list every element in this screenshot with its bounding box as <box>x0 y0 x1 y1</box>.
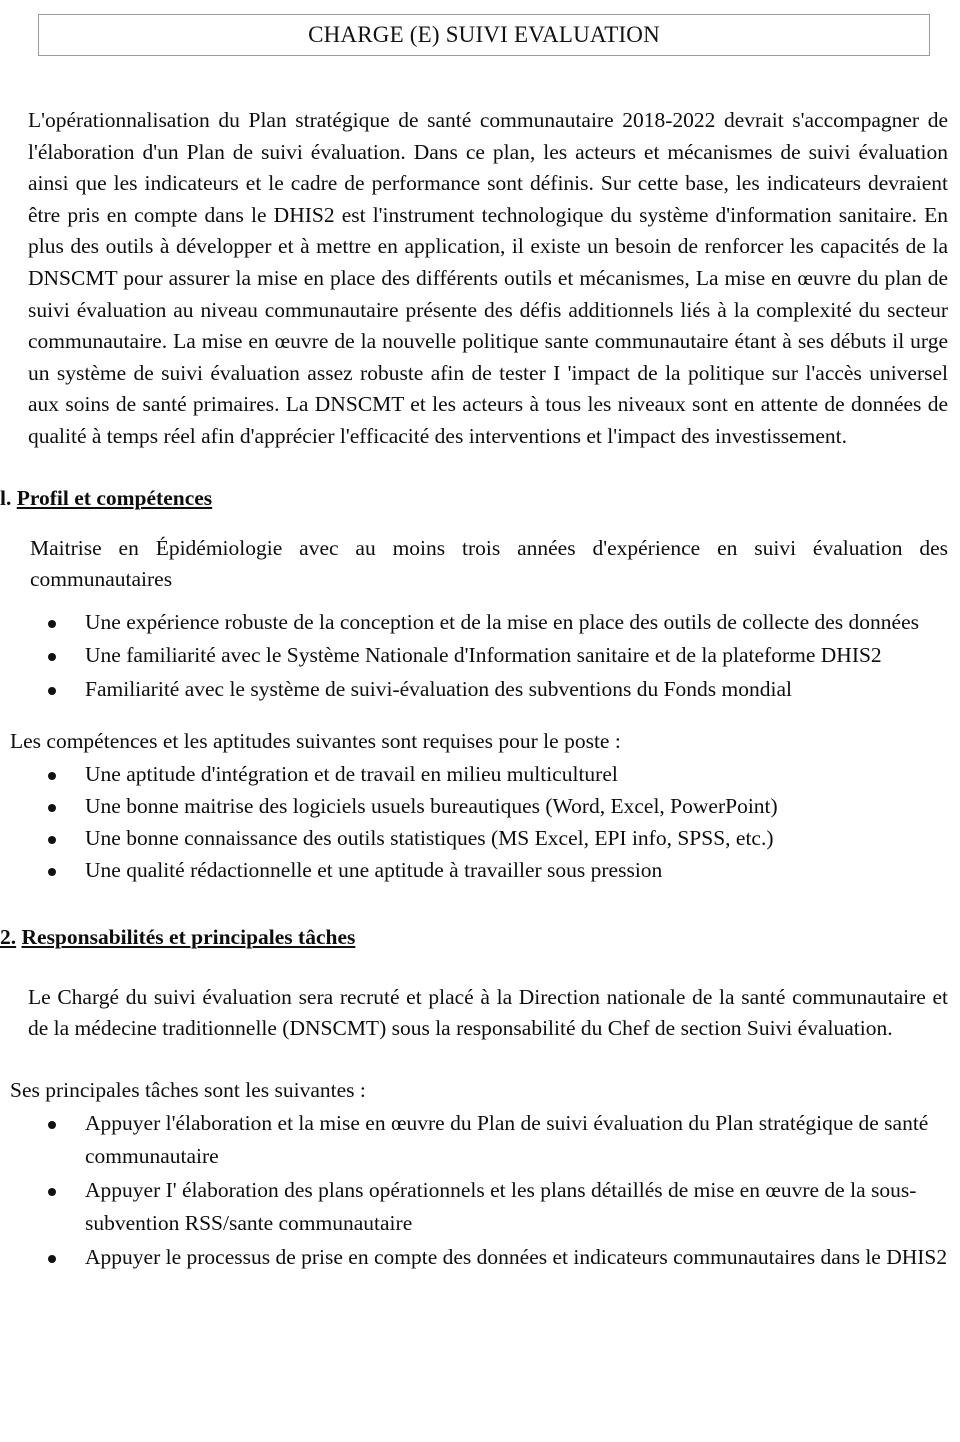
intro-paragraph: L'opérationnalisation du Plan stratégique de santé communautaire 2018-2022 devrait s'accompagner de l'élaboration d'un Plan de suivi évaluation. Dans ce plan, les acteurs et mécanismes de suivi évaluation ainsi que les indicateurs et le cadre de performance sont définis. Sur cette base, les indicateurs devraient être pris en compte dans le DHIS2 est l'instrument technologique du système d'information sanitaire. En plus des outils à développer et à mettre en application, il existe un besoin de renforcer les capacités de la DNSCMT pour assurer la mise en place des différents outils et mécanismes, La mise en œuvre du plan de suivi évaluation au niveau communautaire présente des défis additionnels liés à la complexité du secteur communautaire. La mise en œuvre de la nouvelle politique sante communautaire étant à ses débuts il urge un système de suivi évaluation assez robuste afin de tester I 'impact de la politique sur l'accès universel aux soins de santé primaires. La DNSCMT et les acteurs à tous les niveaux sont en attente de données de qualité à temps réel afin d'apprécier l'efficacité des interventions et l'impact des investissement. <box>28 108 948 448</box>
list-item: Une familiarité avec le Système Nationale d'Information sanitaire et de la plateforme DHIS2 <box>0 639 960 673</box>
responsabilites-paragraph: Le Chargé du suivi évaluation sera recruté et placé à la Direction nationale de la santé communautaire et de la médecine traditionnelle (DNSCMT) sous la responsabilité du Chef de section Suivi évaluation. <box>28 984 948 1041</box>
list-item: Une aptitude d'intégration et de travail en milieu multiculturel <box>0 758 960 790</box>
document-header-box <box>38 14 930 56</box>
profil-lead-text: Maitrise en Épidémiologie avec au moins trois années d'expérience en suivi évaluation des communautaires <box>30 535 948 592</box>
section-2-title: Responsabilités et principales tâches <box>21 924 356 949</box>
list-item: Une bonne maitrise des logiciels usuels bureautiques (Word, Excel, PowerPoint) <box>0 790 960 822</box>
profil-bullet-list <box>0 606 960 707</box>
list-item: Appuyer I' élaboration des plans opérationnels et les plans détaillés de mise en œuvre de la sous-subvention RSS/sante communautaire <box>0 1174 960 1241</box>
competences-bullet-list <box>0 758 960 886</box>
section-1-number: l. <box>0 485 12 510</box>
section-1-title: Profil et compétences <box>16 485 213 510</box>
list-item: Appuyer le processus de prise en compte des données et indicateurs communautaires dans le DHIS2 <box>0 1241 960 1275</box>
list-item: Une qualité rédactionnelle et une aptitude à travailler sous pression <box>0 854 960 886</box>
tasks-lead-text: Ses principales tâches sont les suivantes : <box>10 1078 366 1102</box>
page-title: CHARGE (E) SUIVI EVALUATION <box>308 22 660 47</box>
section-2-number: 2. <box>0 924 17 949</box>
list-item: Une expérience robuste de la conception et de la mise en place des outils de collecte des données <box>0 606 960 640</box>
section-heading-2 <box>0 922 960 952</box>
list-item: Appuyer l'élaboration et la mise en œuvre du Plan de suivi évaluation du Plan stratégique de santé communautaire <box>0 1107 960 1174</box>
list-item: Familiarité avec le système de suivi-évaluation des subventions du Fonds mondial <box>0 673 960 707</box>
tasks-bullet-list <box>0 1107 960 1275</box>
competences-lead-text: Les compétences et les aptitudes suivantes sont requises pour le poste : <box>10 729 621 754</box>
list-item: Une bonne connaissance des outils statistiques (MS Excel, EPI info, SPSS, etc.) <box>0 822 960 854</box>
document-content <box>0 105 960 1274</box>
section-heading-1 <box>0 483 960 513</box>
